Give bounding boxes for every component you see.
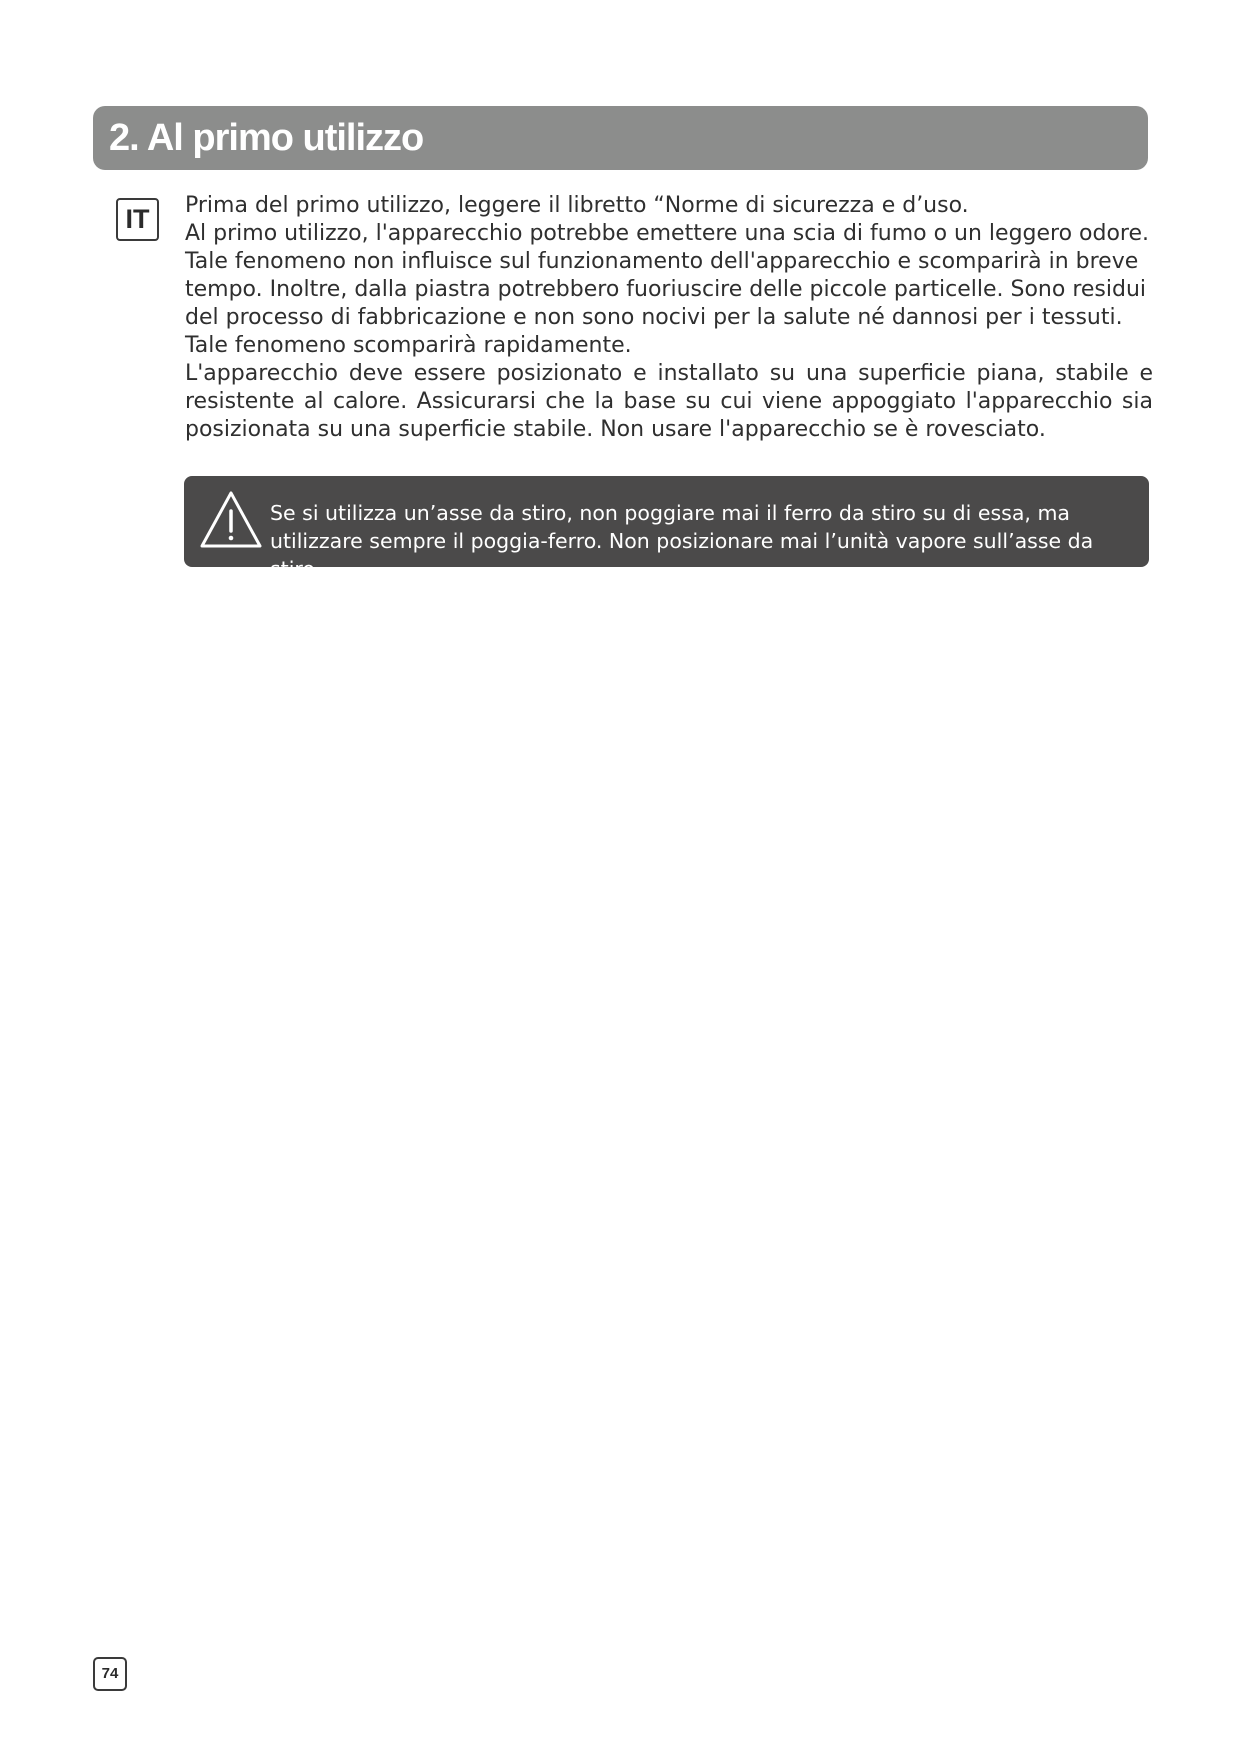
page-number: 74 [93,1657,127,1691]
language-badge: IT [116,198,159,241]
warning-triangle-icon [198,489,264,551]
warning-text: Se si utilizza un’asse da stiro, non poggiare mai il ferro da stiro su di essa, ma utilizzare sempre il poggia-ferro. Non posizionare mai l’unità vapore sull’asse da stiro. [270,501,1094,581]
warning-box [184,476,1149,581]
paragraph-installation: L'apparecchio deve essere posizionato e installato su una superficie piana, stabile e resistente al calore. Assicurarsi che la base su cui viene appoggiato l'apparecchio sia posizionata su una superficie stabile. Non usare l'apparecchio se è rovesciato. [185,361,1153,442]
paragraph-first-use: Al primo utilizzo, l'apparecchio potrebbe emettere una scia di fumo o un leggero odore. Tale fenomeno non influisce sul funzionamento dell'apparecchio e scomparirà in breve tempo. Inoltre, dalla piastra potrebbero fuoriuscire delle piccole particelle. Sono residui del processo di fabbricazione e non sono nocivi per la salute né dannosi per i tessuti. Tale fenomeno scomparirà rapidamente. [185,221,1150,358]
body-text [185,192,1153,444]
section-title: 2. Al primo utilizzo [109,117,424,159]
section-header [93,106,1148,170]
intro-line: Prima del primo utilizzo, leggere il libretto “Norme di sicurezza e d’uso. [185,193,969,218]
